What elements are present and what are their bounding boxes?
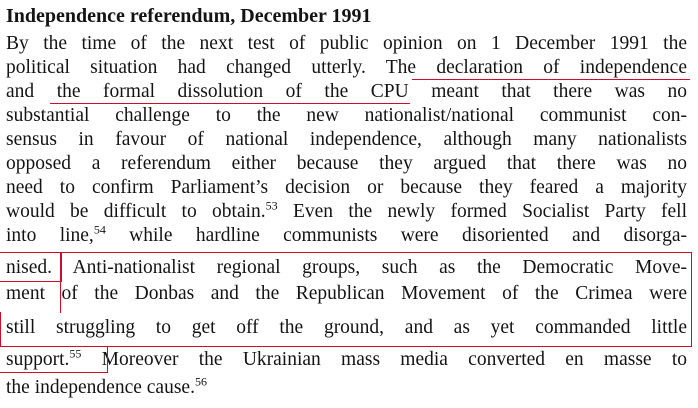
text-line-4: substantial challenge to the new nationalist/national communist con-	[6, 105, 687, 126]
text-line-8: would be difficult to obtain.$^{53}$ Even the newly formed Socialist Party fell	[6, 198, 687, 222]
text-line-9: into line,$^{54}$ while hardline communists were disoriented and disorga-	[6, 222, 687, 246]
text-line-3: and the formal dissolution of the CPU meant that there was no	[6, 81, 688, 102]
section-heading: Independence referendum, December 1991	[6, 5, 372, 27]
highlight-dissolution: the formal dissolution of the CPU	[56, 81, 409, 102]
text-line-7: need to confirm Parliament’s decision or because they feared a majority	[6, 177, 687, 198]
text-line-1: By the time of the next test of public opinion on 1 December 1991 the	[6, 33, 687, 54]
text-line-12: still struggling to get off the ground, and as yet commanded little	[6, 317, 687, 338]
highlight-declaration: declaration of independence	[436, 57, 687, 78]
footnote-ref: 53	[265, 198, 278, 213]
text-line-13: support.$^{55}$ Moreover the Ukrainian mass media converted en masse to	[6, 346, 687, 370]
text-line-5: sensus in favour of national independence, although many nationalists	[6, 129, 687, 150]
text-line-6: opposed a referendum either because they argued that there was no	[6, 153, 687, 174]
text-line-2: political situation had changed utterly. The declaration of independence	[6, 57, 687, 78]
footnote-ref: 54	[93, 222, 106, 237]
text-line-10: nised. Anti-nationalist regional groups, such as the Democratic Move-	[6, 257, 687, 278]
footnote-ref: 55	[69, 346, 82, 361]
text-line-14: the independence cause.$^{56}$	[6, 374, 207, 398]
text-line-11: ment of the Donbas and the Republican Movement of the Crimea were	[6, 283, 687, 304]
footnote-ref: 56	[194, 374, 207, 389]
